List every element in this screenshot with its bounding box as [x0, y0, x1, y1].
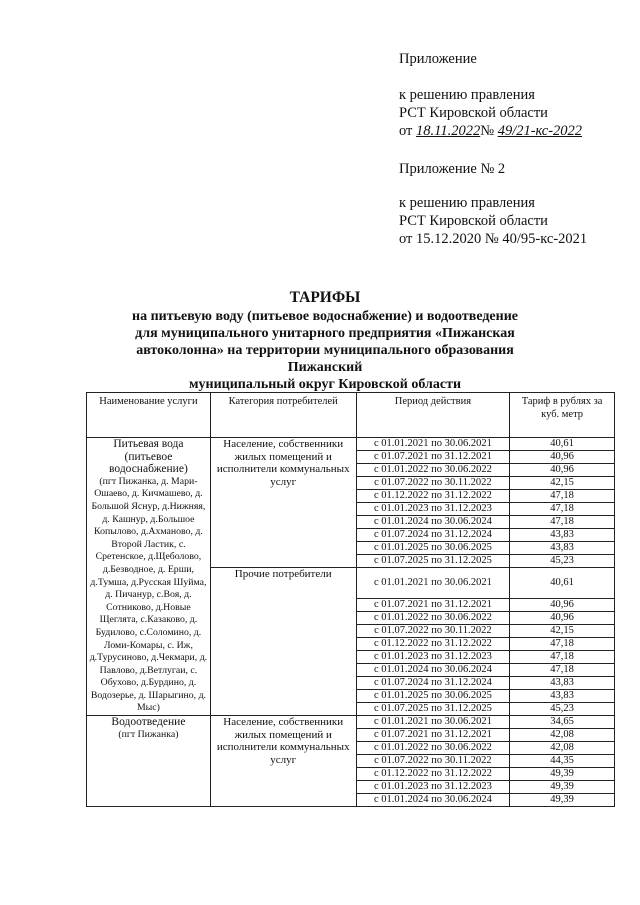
tariff-cell: 45,23	[510, 555, 615, 568]
period-cell: с 01.12.2022 по 31.12.2022	[356, 638, 510, 651]
tariff-cell: 42,08	[510, 729, 615, 742]
period-cell: с 01.07.2022 по 30.11.2022	[356, 477, 510, 490]
period-cell: с 01.01.2021 по 30.06.2021	[356, 438, 510, 451]
period-cell: с 01.01.2024 по 30.06.2024	[356, 664, 510, 677]
decision-line-2: РСТ Кировской области	[399, 105, 548, 121]
table-row	[87, 716, 615, 729]
period-cell: с 01.01.2025 по 30.06.2025	[356, 690, 510, 703]
period-cell: с 01.01.2025 по 30.06.2025	[356, 542, 510, 555]
tariff-cell: 40,61	[510, 568, 615, 599]
header-period: Период действия	[356, 393, 510, 438]
title-line-1: на питьевую воду (питьевое водоснабжение) и водоотведение	[132, 309, 518, 324]
category-cell: Население, собственники жилых помещений и исполнители коммунальных услуг	[210, 716, 356, 807]
decision2-line-3: от 15.12.2020 № 40/95-кс-2021	[399, 231, 588, 247]
tariff-cell: 47,18	[510, 516, 615, 529]
document-title	[120, 288, 530, 393]
table-header-row	[87, 393, 615, 438]
header-service: Наименование услуги	[87, 393, 211, 438]
tariff-cell: 43,83	[510, 690, 615, 703]
from-prefix: от	[399, 123, 413, 139]
tariff-cell: 40,96	[510, 599, 615, 612]
tariff-cell: 45,23	[510, 703, 615, 716]
decision2-line-1: к решению правления	[399, 195, 535, 211]
tariff-cell: 47,18	[510, 664, 615, 677]
period-cell: с 01.07.2025 по 31.12.2025	[356, 703, 510, 716]
tariff-cell: 47,18	[510, 638, 615, 651]
period-cell: с 01.07.2022 по 30.11.2022	[356, 625, 510, 638]
tariff-cell: 47,18	[510, 503, 615, 516]
period-cell: с 01.07.2022 по 30.11.2022	[356, 755, 510, 768]
appendix-2-label: Приложение № 2	[399, 161, 506, 177]
table-body	[87, 438, 615, 807]
tariff-cell: 43,83	[510, 529, 615, 542]
period-cell: с 01.01.2021 по 30.06.2021	[356, 716, 510, 729]
tariff-cell: 44,35	[510, 755, 615, 768]
period-cell: с 01.01.2023 по 31.12.2023	[356, 781, 510, 794]
handwritten-number: 49/21-кс-2022	[497, 123, 583, 139]
service-description: (пгт Пижанка)	[118, 728, 179, 740]
tariff-cell: 40,96	[510, 464, 615, 477]
tariff-cell: 40,96	[510, 451, 615, 464]
period-cell: с 01.12.2022 по 31.12.2022	[356, 490, 510, 503]
period-cell: с 01.01.2024 по 30.06.2024	[356, 794, 510, 807]
period-cell: с 01.01.2022 по 30.06.2022	[356, 464, 510, 477]
number-sign: №	[480, 123, 495, 139]
service-name: Питьевая вода (питьевое водоснабжение)	[109, 438, 188, 476]
tariff-cell: 42,08	[510, 742, 615, 755]
service-name: Водоотведение	[111, 716, 186, 729]
period-cell: с 01.01.2023 по 31.12.2023	[356, 651, 510, 664]
handwritten-date: 18.11.2022	[416, 123, 481, 139]
period-cell: с 01.01.2021 по 30.06.2021	[356, 568, 510, 599]
tariff-table	[86, 392, 615, 807]
tariff-cell: 40,96	[510, 612, 615, 625]
decision-line-1: к решению правления	[399, 87, 535, 103]
service-cell-sewer	[87, 716, 211, 807]
period-cell: с 01.07.2021 по 31.12.2021	[356, 729, 510, 742]
tariff-cell: 49,39	[510, 768, 615, 781]
category-cell: Прочие потребители	[210, 568, 356, 716]
tariff-cell: 43,83	[510, 677, 615, 690]
header-category: Категория потребителей	[210, 393, 356, 438]
service-cell-water	[87, 438, 211, 716]
table-row	[87, 438, 615, 451]
title-main: ТАРИФЫ	[289, 289, 361, 306]
period-cell: с 01.07.2025 по 31.12.2025	[356, 555, 510, 568]
tariff-cell: 42,15	[510, 477, 615, 490]
category-cell: Население, собственники жилых помещений и исполнители коммунальных услуг	[210, 438, 356, 568]
service-description: (пгт Пижанка, д. Мари-Ошаево, д. Кичмашево, д. Большой Яснур, д.Нижняя, д. Кашнур, д.Большое Копылово, д.Ахманово, д. Второй Ластик, с. Сретенское, д.Щеболово, д.Безводное, д. Ерши, д.Тумша, д.Русская Шуйма, д. Пичанур, с.Воя, д. Сотниково, д.Новые Щеглята, с.Казаково, д. Будилово, с.Соломино, д. Ломи-Комары, с. Иж, д.Турусиново, д.Чекмари, д. Павлово, д.Ветлугаи, с. Обухово, д.Бурдино, д. Водозерье, д. Шарыгино, д. Мыс)	[89, 475, 208, 714]
period-cell: с 01.01.2022 по 30.06.2022	[356, 612, 510, 625]
tariff-cell: 40,61	[510, 438, 615, 451]
period-cell: с 01.12.2022 по 31.12.2022	[356, 768, 510, 781]
tariff-cell: 49,39	[510, 794, 615, 807]
decision-date-line	[399, 122, 582, 140]
period-cell: с 01.01.2024 по 30.06.2024	[356, 516, 510, 529]
tariff-cell: 49,39	[510, 781, 615, 794]
appendix-label: Приложение	[399, 51, 477, 67]
period-cell: с 01.07.2021 по 31.12.2021	[356, 451, 510, 464]
title-line-2: для муниципального унитарного предприятия «Пижанская	[135, 326, 515, 341]
tariff-cell: 47,18	[510, 490, 615, 503]
tariff-cell: 42,15	[510, 625, 615, 638]
period-cell: с 01.01.2023 по 31.12.2023	[356, 503, 510, 516]
tariff-cell: 47,18	[510, 651, 615, 664]
period-cell: с 01.07.2024 по 31.12.2024	[356, 529, 510, 542]
period-cell: с 01.01.2022 по 30.06.2022	[356, 742, 510, 755]
decision2-line-2: РСТ Кировской области	[399, 213, 548, 229]
period-cell: с 01.07.2021 по 31.12.2021	[356, 599, 510, 612]
title-line-4: муниципальный округ Кировской области	[188, 377, 462, 392]
period-cell: с 01.07.2024 по 31.12.2024	[356, 677, 510, 690]
header-tariff: Тариф в рублях за куб. метр	[510, 393, 615, 438]
tariff-cell: 34,65	[510, 716, 615, 729]
tariff-cell: 43,83	[510, 542, 615, 555]
title-line-3: автоколонна» на территории муниципального образования Пижанский	[136, 343, 514, 375]
